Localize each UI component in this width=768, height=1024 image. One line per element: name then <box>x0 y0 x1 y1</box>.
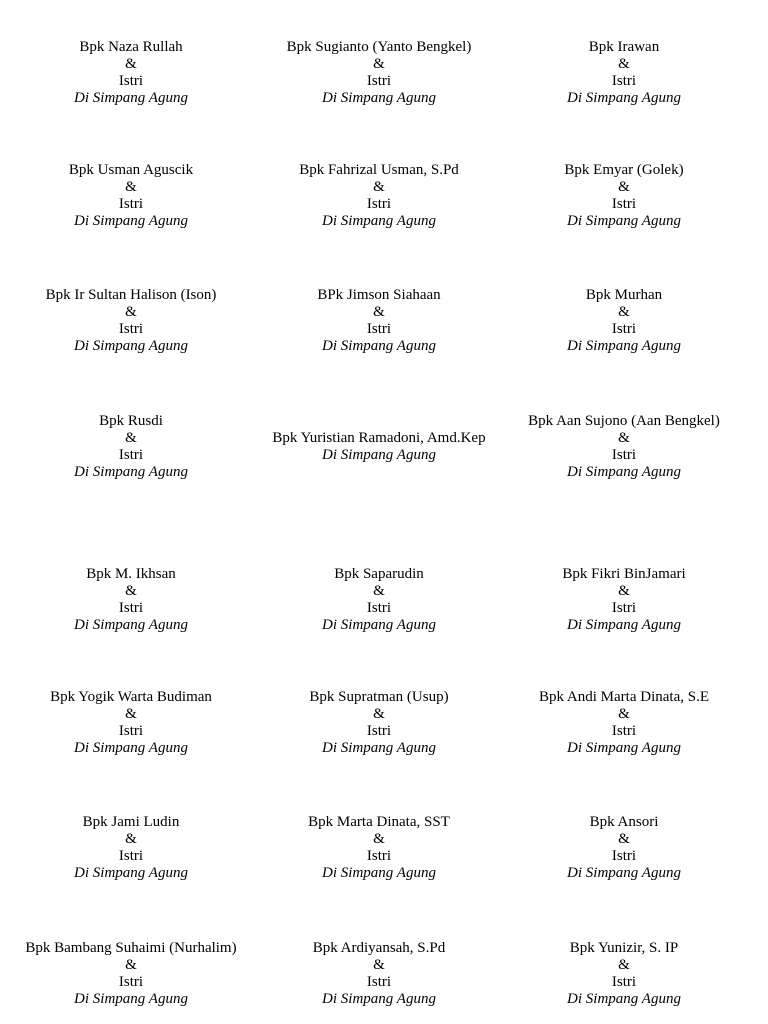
ampersand: & <box>618 957 630 973</box>
address-label <box>496 940 752 1008</box>
spouse-line: Istri <box>611 73 637 89</box>
recipient-name: Bpk Yogik Warta Budiman <box>50 689 212 705</box>
recipient-name: Bpk Ansori <box>589 814 659 830</box>
place-line: Di Simpang Agung <box>567 865 681 881</box>
place-line: Di Simpang Agung <box>322 213 436 229</box>
place-line: Di Simpang Agung <box>74 740 188 756</box>
ampersand: & <box>373 56 385 72</box>
spouse-line: Istri <box>366 321 392 337</box>
recipient-name: Bpk Andi Marta Dinata, S.E <box>539 689 709 705</box>
address-label <box>3 413 259 481</box>
ampersand: & <box>125 583 137 599</box>
place-line: Di Simpang Agung <box>567 464 681 480</box>
recipient-name: Bpk Fikri BinJamari <box>562 566 686 582</box>
recipient-name: Bpk Rusdi <box>99 413 163 429</box>
spouse-line: Istri <box>118 848 144 864</box>
spouse-line: Istri <box>366 723 392 739</box>
recipient-name: Bpk Jami Ludin <box>82 814 180 830</box>
address-label <box>251 566 507 634</box>
recipient-name: Bpk Yunizir, S. IP <box>569 940 679 956</box>
ampersand: & <box>618 56 630 72</box>
place-line: Di Simpang Agung <box>322 90 436 106</box>
recipient-name: Bpk Fahrizal Usman, S.Pd <box>299 162 459 178</box>
spouse-line: Istri <box>611 321 637 337</box>
place-line: Di Simpang Agung <box>74 213 188 229</box>
spouse-line: Istri <box>611 600 637 616</box>
ampersand: & <box>618 179 630 195</box>
address-label <box>251 287 507 355</box>
ampersand: & <box>125 179 137 195</box>
recipient-name: Bpk Aan Sujono (Aan Bengkel) <box>528 413 720 429</box>
ampersand: & <box>373 706 385 722</box>
place-line: Di Simpang Agung <box>74 90 188 106</box>
address-label <box>251 814 507 882</box>
spouse-line: Istri <box>611 447 637 463</box>
address-label <box>251 689 507 757</box>
spouse-line: Istri <box>118 447 144 463</box>
ampersand: & <box>373 304 385 320</box>
ampersand: & <box>618 831 630 847</box>
ampersand: & <box>125 957 137 973</box>
address-label <box>3 814 259 882</box>
place-line: Di Simpang Agung <box>567 213 681 229</box>
address-label <box>251 39 507 107</box>
spouse-line: Istri <box>366 196 392 212</box>
recipient-name: Bpk M. Ikhsan <box>86 566 176 582</box>
ampersand: & <box>125 430 137 446</box>
address-label <box>3 287 259 355</box>
spouse-line: Istri <box>611 848 637 864</box>
recipient-name: Bpk Saparudin <box>334 566 424 582</box>
spouse-line: Istri <box>366 848 392 864</box>
recipient-name: Bpk Yuristian Ramadoni, Amd.Kep <box>272 430 486 446</box>
place-line: Di Simpang Agung <box>567 90 681 106</box>
place-line: Di Simpang Agung <box>322 865 436 881</box>
spouse-line: Istri <box>611 723 637 739</box>
address-label <box>3 940 259 1008</box>
spouse-line: Istri <box>366 73 392 89</box>
recipient-name: BPk Jimson Siahaan <box>317 287 441 303</box>
recipient-name: Bpk Ardiyansah, S.Pd <box>312 940 446 956</box>
address-label <box>3 162 259 230</box>
place-line: Di Simpang Agung <box>74 617 188 633</box>
spouse-line: Istri <box>366 974 392 990</box>
recipient-name: Bpk Emyar (Golek) <box>564 162 684 178</box>
place-line: Di Simpang Agung <box>567 740 681 756</box>
place-line: Di Simpang Agung <box>74 865 188 881</box>
ampersand: & <box>125 831 137 847</box>
address-label <box>496 39 752 107</box>
place-line: Di Simpang Agung <box>322 740 436 756</box>
ampersand: & <box>373 583 385 599</box>
place-line: Di Simpang Agung <box>567 338 681 354</box>
spouse-line: Istri <box>118 723 144 739</box>
place-line: Di Simpang Agung <box>322 447 436 463</box>
recipient-name: Bpk Sugianto (Yanto Bengkel) <box>286 39 472 55</box>
spouse-line: Istri <box>366 600 392 616</box>
address-label <box>3 689 259 757</box>
address-label <box>251 940 507 1008</box>
place-line: Di Simpang Agung <box>74 991 188 1007</box>
ampersand: & <box>618 583 630 599</box>
place-line: Di Simpang Agung <box>567 617 681 633</box>
address-label <box>3 39 259 107</box>
spouse-line: Istri <box>118 600 144 616</box>
address-label <box>496 413 752 481</box>
recipient-name: Bpk Supratman (Usup) <box>309 689 449 705</box>
ampersand: & <box>125 304 137 320</box>
place-line: Di Simpang Agung <box>567 991 681 1007</box>
spouse-line: Istri <box>118 321 144 337</box>
recipient-name: Bpk Bambang Suhaimi (Nurhalim) <box>25 940 237 956</box>
ampersand: & <box>373 957 385 973</box>
recipient-name: Bpk Ir Sultan Halison (Ison) <box>45 287 217 303</box>
recipient-name: Bpk Usman Aguscik <box>68 162 194 178</box>
recipient-name: Bpk Murhan <box>585 287 663 303</box>
place-line: Di Simpang Agung <box>74 464 188 480</box>
place-line: Di Simpang Agung <box>74 338 188 354</box>
recipient-name: Bpk Irawan <box>588 39 660 55</box>
ampersand: & <box>618 304 630 320</box>
spouse-line: Istri <box>118 974 144 990</box>
spouse-line: Istri <box>611 196 637 212</box>
ampersand: & <box>125 706 137 722</box>
ampersand: & <box>618 706 630 722</box>
address-label <box>496 566 752 634</box>
spouse-line: Istri <box>118 73 144 89</box>
place-line: Di Simpang Agung <box>322 991 436 1007</box>
ampersand: & <box>618 430 630 446</box>
recipient-name: Bpk Naza Rullah <box>79 39 183 55</box>
address-label <box>496 814 752 882</box>
address-label <box>496 689 752 757</box>
address-label <box>251 430 507 464</box>
address-label <box>496 162 752 230</box>
recipient-name: Bpk Marta Dinata, SST <box>308 814 450 830</box>
spouse-line: Istri <box>611 974 637 990</box>
address-label <box>251 162 507 230</box>
address-label <box>3 566 259 634</box>
ampersand: & <box>125 56 137 72</box>
ampersand: & <box>373 831 385 847</box>
ampersand: & <box>373 179 385 195</box>
place-line: Di Simpang Agung <box>322 338 436 354</box>
address-label <box>496 287 752 355</box>
spouse-line: Istri <box>118 196 144 212</box>
place-line: Di Simpang Agung <box>322 617 436 633</box>
